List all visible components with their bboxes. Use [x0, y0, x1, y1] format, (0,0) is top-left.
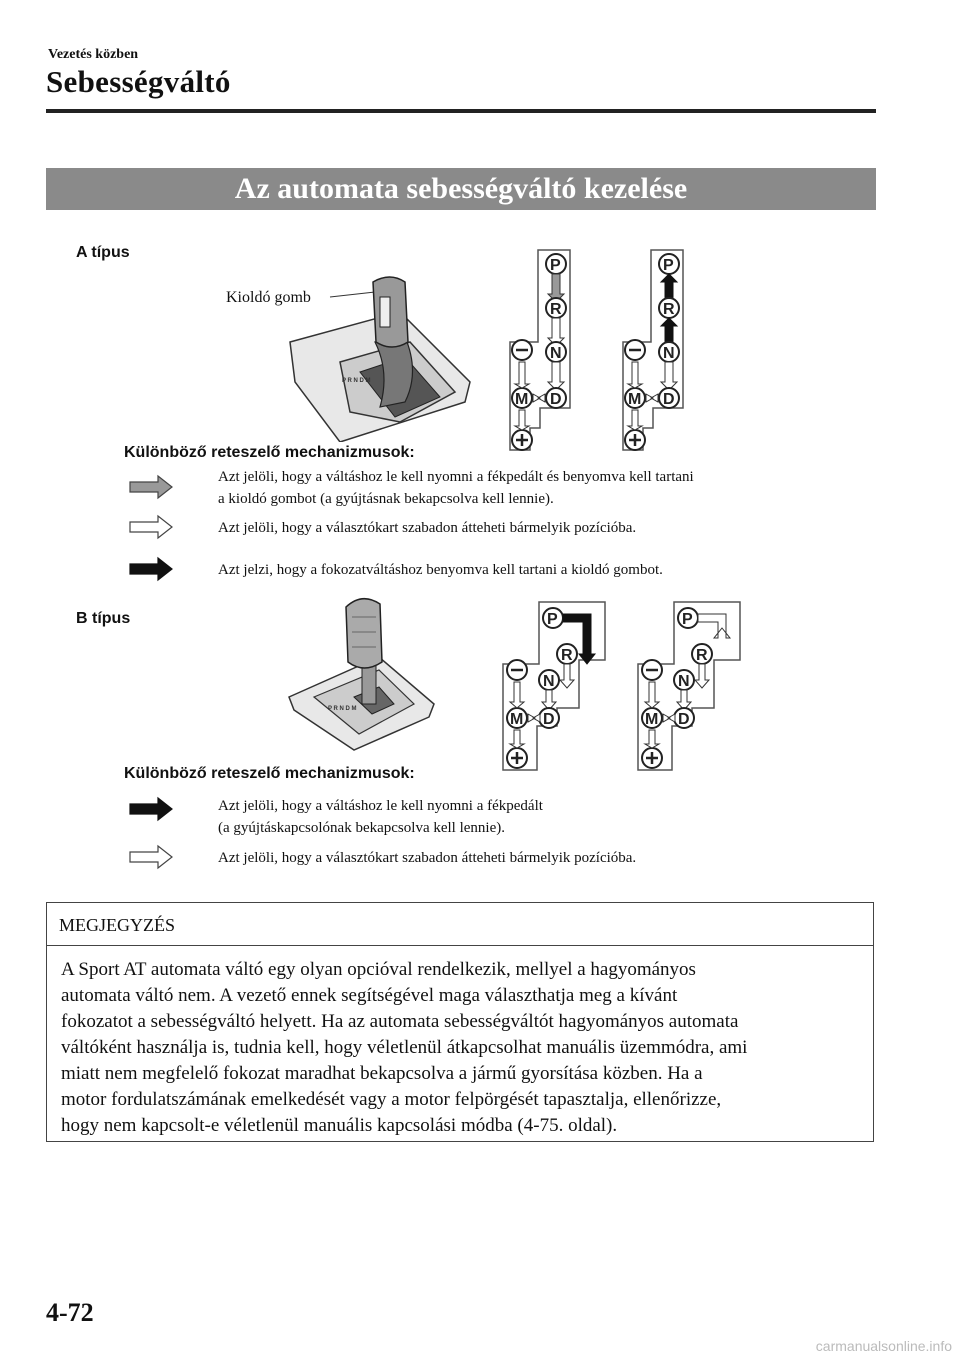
svg-text:P R N D M: P R N D M [342, 378, 371, 384]
svg-text:M: M [628, 391, 642, 408]
type-a-legend-1: Azt jelöli, hogy a váltáshoz le kell nyomni a fékpedált és benyomva kell tartani a kioldó gombot (a gyújtásnak bekapcsolva kell lennie). [218, 469, 694, 507]
note-line: miatt nem megfelelő fokozat maradhat bekapcsolva a jármű gyorsítása közben. Ha a [61, 1063, 703, 1084]
type-a-legend-2: Azt jelöli, hogy a választókart szabadon átteheti bármelyik pozícióba. [218, 520, 637, 536]
white-arrow-icon [128, 844, 174, 870]
note-line: A Sport AT automata váltó egy olyan opcióval rendelkezik, mellyel a hagyományos [61, 959, 696, 980]
svg-text:M: M [515, 391, 529, 408]
gate-b2-diagram [632, 598, 744, 774]
svg-text:N: N [550, 345, 562, 362]
svg-text:D: D [550, 391, 562, 408]
gate-a2-diagram [613, 246, 701, 456]
type-b-label: B típus [76, 610, 131, 627]
svg-text:P: P [663, 257, 674, 274]
type-b-legend-2: Azt jelöli, hogy a választókart szabadon átteheti bármelyik pozícióba. [218, 850, 637, 866]
page-number: 4-72 [46, 1298, 94, 1327]
svg-text:R: R [561, 647, 573, 664]
svg-text:R: R [696, 647, 708, 664]
note-body [47, 946, 873, 1139]
svg-text:M: M [645, 711, 659, 728]
note-line: hogy nem kapcsolt-e véletlenül manuális kapcsolási módba (4-75. oldal). [61, 1115, 618, 1136]
note-line: automata váltó nem. A vezető ennek segítségével maga választhatja meg a kívánt [61, 985, 678, 1006]
type-a-legend-3: Azt jelzi, hogy a fokozatváltáshoz benyomva kell tartani a kioldó gombot. [218, 562, 663, 578]
gate-b1-diagram [497, 598, 609, 774]
type-a-label: A típus [76, 244, 130, 261]
note-line: fokozatot a sebességváltó helyett. Ha az automata sebességváltót hagyományos automata [61, 1011, 739, 1032]
black-arrow-icon [128, 796, 174, 822]
watermark: carmanualsonline.info [815, 1338, 952, 1354]
type-b-mechanisms-label: Különböző reteszelő mechanizmusok: [124, 765, 415, 782]
svg-text:P R N D M: P R N D M [328, 706, 357, 712]
gate-a1-diagram [500, 246, 588, 456]
note-line: motor fordulatszámának emelkedését vagy a motor felpörgését tapasztalja, ellenőrizze, [61, 1089, 722, 1110]
section-label: Vezetés közben [48, 47, 139, 62]
type-a-mechanisms-label: Különböző reteszelő mechanizmusok: [124, 444, 415, 461]
svg-text:D: D [678, 711, 690, 728]
svg-text:D: D [543, 711, 555, 728]
white-arrow-icon [128, 514, 174, 540]
black-arrow-icon [128, 556, 174, 582]
note-box [46, 902, 874, 1142]
banner-title: Az automata sebességváltó kezelése [46, 168, 876, 210]
release-button-callout: Kioldó gomb [226, 289, 311, 306]
svg-text:M: M [510, 711, 524, 728]
type-b-legend-1: Azt jelöli, hogy a váltáshoz le kell nyomni a fékpedált (a gyújtáskapcsolónak bekapcsolva kell lennie). [218, 798, 543, 836]
svg-text:N: N [663, 345, 675, 362]
header-rule [46, 109, 876, 113]
svg-text:R: R [550, 301, 562, 318]
note-line: váltóként használja is, tudnia kell, hogy véletlenül átkapcsolhat manuális üzemmódra, ami [61, 1037, 748, 1058]
section-title: Sebességváltó [46, 64, 231, 99]
shifter-a-illustration [280, 262, 480, 442]
svg-text:P: P [547, 611, 558, 628]
svg-text:N: N [543, 673, 555, 690]
shifter-b-illustration [284, 592, 444, 752]
svg-text:R: R [663, 301, 675, 318]
gray-arrow-icon [128, 474, 174, 500]
svg-text:D: D [663, 391, 675, 408]
svg-text:P: P [550, 257, 561, 274]
svg-text:N: N [678, 673, 690, 690]
note-heading: MEGJEGYZÉS [47, 903, 873, 946]
svg-text:P: P [682, 611, 693, 628]
